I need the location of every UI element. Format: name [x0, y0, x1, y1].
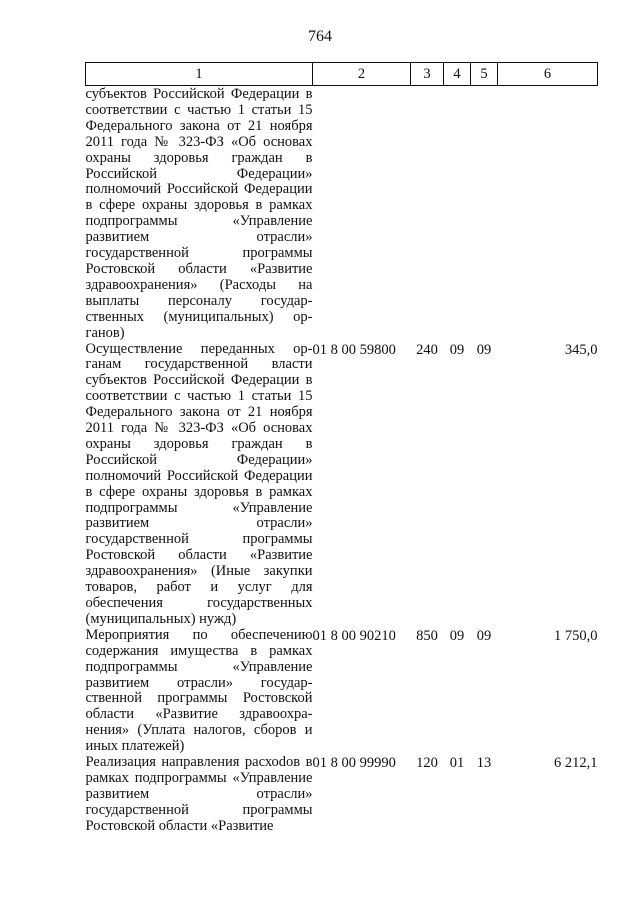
row-type: 240 [416, 341, 438, 358]
row-amount: 6 212,1 [554, 755, 598, 772]
row-description: Реализация направления расхоdов в рамках подпрограммы «Управление развитием отрасли» государственной программы Ростовской области «Развитие [85, 754, 313, 834]
row-section: 09 [449, 341, 465, 358]
row-code: 01 8 00 99990 [312, 755, 396, 772]
row-description: субъектов Российской Федерации в соответствии с частью 1 статьи 15 Федерального закона от 21 ноября 2011 года № 323-ФЗ «Об основах охраны здоровья граждан в Российской Федерации» полномочий Российской Федерации в сфере охраны здоровья в рамках подпрограммы «Управление развитием отрасли» государственной программы Ростовской области «Развитие здравоохранения» (Расходы на выплаты персоналу государственных (муниципальных) органов) [85, 86, 313, 341]
row-amount [498, 86, 598, 342]
row-code: 01 8 00 90210 [312, 627, 396, 644]
row-subsection: 09 [476, 341, 492, 358]
budget-table [85, 62, 598, 835]
row-type: 120 [416, 755, 438, 772]
table-header-row [86, 63, 598, 86]
row-type [411, 86, 444, 342]
row-amount: 345,0 [564, 341, 598, 358]
row-subsection: 13 [476, 755, 492, 772]
row-code [313, 86, 411, 342]
column-header-6: 6 [498, 63, 598, 86]
table-row [86, 628, 598, 755]
row-subsection: 09 [476, 627, 492, 644]
row-subsection [471, 86, 498, 342]
row-section [444, 86, 471, 342]
row-amount: 1 750,0 [554, 627, 598, 644]
row-type: 850 [416, 627, 438, 644]
row-description: Мероприятия по обеспечению содержания имущества в рамках подпрограммы «Управление развитием отрасли» государственной программы Ростовской области «Развитие здравоохранения» (Уплата налогов, сборов и иных платежей) [85, 626, 313, 755]
column-header-1: 1 [86, 63, 313, 86]
row-code: 01 8 00 59800 [312, 341, 396, 358]
table-row [86, 86, 598, 342]
column-header-2: 2 [313, 63, 411, 86]
row-description: Осуществление переданных органам государственной власти субъектов Российской Федерации в соответствии с частью 1 статьи 15 Федерального закона от 21 ноября 2011 года № 323-ФЗ «Об основах охраны здоровья граждан в Российской Федерации» полномочий Российской Федерации в сфере охраны здоровья в рамках подпрограммы «Управление развитием отрасли» государственной программы Ростовской области «Развитие здравоохранения» (Иные закупки товаров, работ и услуг для обеспечения государственных (муниципальных) нужд) [85, 340, 313, 627]
row-section: 01 [449, 755, 465, 772]
row-section: 09 [449, 627, 465, 644]
column-header-5: 5 [471, 63, 498, 86]
column-header-3: 3 [411, 63, 444, 86]
page-number: 764 [308, 28, 332, 45]
table-row [86, 342, 598, 628]
table-row [86, 755, 598, 835]
column-header-4: 4 [444, 63, 471, 86]
